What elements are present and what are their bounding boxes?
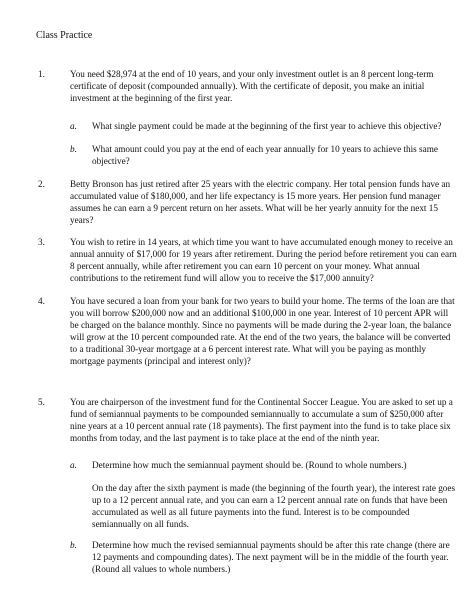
part-letter: a.	[70, 460, 77, 470]
part-letter: b.	[70, 144, 77, 154]
part-text: Determine how much the semiannual payment should be. (Round to whole numbers.)	[92, 460, 407, 470]
part-text: Determine how much the revised semiannual payments should be after this rate change (there are 12 payments and compounding dates). The next payment will be in the middle of the fourth year. (Round all values to whole numbers.)	[92, 540, 450, 574]
question-text: You are chairperson of the investment fund for the Continental Soccer League. You are asked to set up a fund of semiannual payments to be compounded semiannually to accumulate a sum of $250,000 after nine years at a 10 percent annual rate (18 payments). The first payment into the fund is to take place six months from today, and the last payment is to take place at the end of the ninth year.	[70, 397, 453, 443]
page-title: Class Practice	[36, 30, 93, 41]
question-number: 5.	[38, 397, 45, 407]
part-text: What amount could you pay at the end of each year annually for 10 years to achieve this same objective?	[92, 144, 438, 166]
part-letter: b.	[70, 540, 77, 550]
question-number: 3.	[38, 237, 45, 247]
part-letter: a.	[70, 121, 77, 131]
question-text: You wish to retire in 14 years, at which time you want to have accumulated enough money to receive an annual annuity of $17,000 for 19 years after retirement. During the period before retirement you can earn 8 percent annually, while after retirement you can earn 10 percent on your money. What annual contributions to the retirement fund will allow you to receive the $17,000 annuity?	[70, 237, 457, 283]
part-text: What single payment could be made at the beginning of the first year to achieve this objective?	[92, 121, 442, 131]
question-number: 1.	[38, 69, 45, 79]
question-1	[38, 68, 458, 108]
question-number: 4.	[38, 296, 45, 306]
question-text: You have secured a loan from your bank for two years to build your home. The terms of the loan are that you will borrow $200,000 now and an additional $100,000 in one year. Interest of 10 percent APR will be charged on the balance monthly. Since no payments will be made during the 2-year loan, the balance will grow at the 10 percent compounded rate. At the end of the two years, the balance will be converted to a traditional 30-year mortgage at a 6 percent interest rate. What will you be paying as monthly mortgage payments (principal and interest only)?	[70, 296, 455, 366]
question-5-followup-text: On the day after the sixth payment is made (the beginning of the fourth year), the interest rate goes up to a 12 percent annual rate, and you can earn a 12 percent annual rate on funds that have been accumulated as well as all future payments into the fund. Interest is to be compounded semiannually on all funds.	[92, 483, 456, 529]
question-text: Betty Bronson has just retired after 25 years with the electric company. Her total pension funds have an accumulated value of $180,000, and her life expectancy is 15 more years. Her pension fund manager assumes he can earn a 9 percent return on her assets. What will be her yearly annuity for the next 15 years?	[70, 179, 451, 225]
question-number: 2.	[38, 179, 45, 189]
question-text: You need $28,974 at the end of 10 years, and your only investment outlet is an 8 percent long-term certificate of deposit (compounded annually). With the certificate of deposit, you make an initial investment at the beginning of the first year.	[70, 69, 434, 103]
